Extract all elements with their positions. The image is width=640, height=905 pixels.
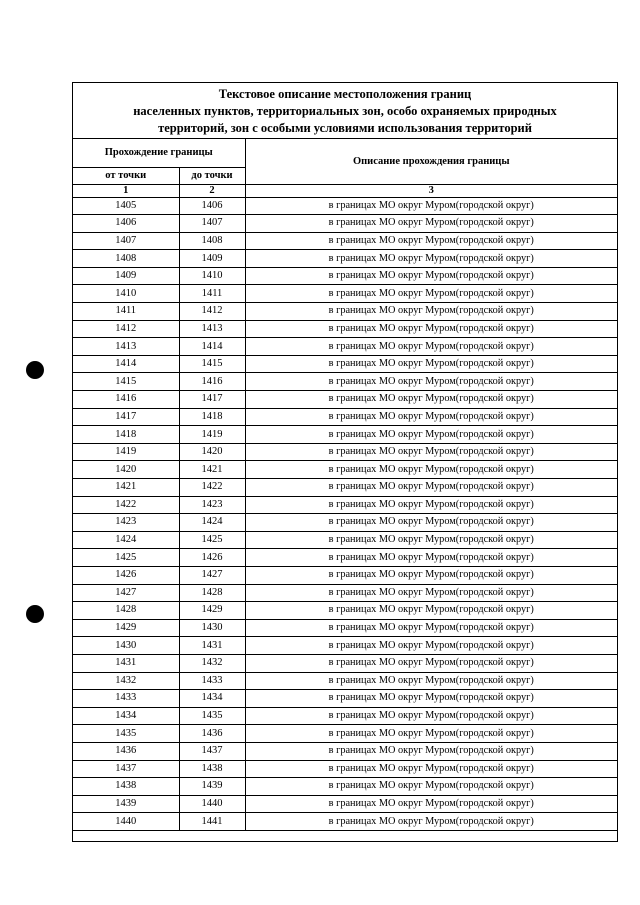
cell-description: в границах МО округ Муром(городской округ) bbox=[245, 408, 617, 426]
cell-description: в границах МО округ Муром(городской округ) bbox=[245, 778, 617, 796]
table-row bbox=[73, 443, 617, 461]
cell-from: 1433 bbox=[73, 690, 179, 708]
cell-from: 1416 bbox=[73, 391, 179, 409]
header-description: Описание прохождения границы bbox=[245, 139, 617, 184]
cell-description: в границах МО округ Муром(городской округ) bbox=[245, 619, 617, 637]
cell-to: 1415 bbox=[179, 355, 245, 373]
cell-to: 1421 bbox=[179, 461, 245, 479]
cell-from: 1420 bbox=[73, 461, 179, 479]
cell-to: 1411 bbox=[179, 285, 245, 303]
cell-from: 1434 bbox=[73, 707, 179, 725]
cell-to: 1427 bbox=[179, 566, 245, 584]
cell-to: 1417 bbox=[179, 391, 245, 409]
cell-description: в границах МО округ Муром(городской округ) bbox=[245, 267, 617, 285]
table-row bbox=[73, 285, 617, 303]
cell-to: 1408 bbox=[179, 232, 245, 250]
cell-to: 1431 bbox=[179, 637, 245, 655]
cell-description: в границах МО округ Муром(городской округ) bbox=[245, 514, 617, 532]
table-row bbox=[73, 391, 617, 409]
table-row bbox=[73, 795, 617, 813]
cell-from: 1436 bbox=[73, 742, 179, 760]
cell-description: в границах МО округ Муром(городской округ) bbox=[245, 496, 617, 514]
cell-from: 1432 bbox=[73, 672, 179, 690]
title-line-1: Текстовое описание местоположения границ bbox=[218, 87, 472, 101]
cell-to: 1432 bbox=[179, 654, 245, 672]
cell-description: в границах МО округ Муром(городской округ) bbox=[245, 250, 617, 268]
cell-to: 1410 bbox=[179, 267, 245, 285]
header-col-1: 1 bbox=[73, 184, 179, 197]
table-body bbox=[73, 197, 617, 830]
cell-to: 1412 bbox=[179, 303, 245, 321]
cell-description: в границах МО округ Муром(городской округ) bbox=[245, 637, 617, 655]
cell-to: 1413 bbox=[179, 320, 245, 338]
cell-to: 1441 bbox=[179, 813, 245, 831]
table-row bbox=[73, 250, 617, 268]
header-to: до точки bbox=[179, 167, 245, 184]
cell-to: 1428 bbox=[179, 584, 245, 602]
cell-description: в границах МО округ Муром(городской округ) bbox=[245, 426, 617, 444]
cell-to: 1437 bbox=[179, 742, 245, 760]
cell-description: в границах МО округ Муром(городской округ) bbox=[245, 285, 617, 303]
cell-to: 1425 bbox=[179, 531, 245, 549]
cell-from: 1425 bbox=[73, 549, 179, 567]
table-row bbox=[73, 637, 617, 655]
cell-to: 1433 bbox=[179, 672, 245, 690]
cell-from: 1438 bbox=[73, 778, 179, 796]
cell-description: в границах МО округ Муром(городской округ) bbox=[245, 303, 617, 321]
header-passage: Прохождение границы bbox=[73, 139, 245, 167]
table-row bbox=[73, 232, 617, 250]
cell-from: 1422 bbox=[73, 496, 179, 514]
table-row bbox=[73, 778, 617, 796]
cell-from: 1411 bbox=[73, 303, 179, 321]
cell-from: 1406 bbox=[73, 215, 179, 233]
cell-to: 1438 bbox=[179, 760, 245, 778]
table-row bbox=[73, 725, 617, 743]
cell-description: в границах МО округ Муром(городской округ) bbox=[245, 479, 617, 497]
cell-description: в границах МО округ Муром(городской округ) bbox=[245, 584, 617, 602]
cell-from: 1421 bbox=[73, 479, 179, 497]
cell-description: в границах МО округ Муром(городской округ) bbox=[245, 355, 617, 373]
title-line-2: населенных пунктов, территориальных зон, особо охраняемых природных bbox=[133, 104, 557, 118]
table-row bbox=[73, 654, 617, 672]
table-row bbox=[73, 566, 617, 584]
cell-from: 1417 bbox=[73, 408, 179, 426]
cell-to: 1419 bbox=[179, 426, 245, 444]
cell-from: 1427 bbox=[73, 584, 179, 602]
cell-to: 1418 bbox=[179, 408, 245, 426]
table-row bbox=[73, 531, 617, 549]
header-col-3: 3 bbox=[245, 184, 617, 197]
table-row bbox=[73, 672, 617, 690]
table-row bbox=[73, 215, 617, 233]
cell-from: 1440 bbox=[73, 813, 179, 831]
cell-from: 1414 bbox=[73, 355, 179, 373]
cell-description: в границах МО округ Муром(городской округ) bbox=[245, 373, 617, 391]
cell-description: в границах МО округ Муром(городской округ) bbox=[245, 320, 617, 338]
title-line-3: территорий, зон с особыми условиями использования территорий bbox=[158, 121, 532, 135]
table-row bbox=[73, 760, 617, 778]
cell-description: в границах МО округ Муром(городской округ) bbox=[245, 531, 617, 549]
table-row bbox=[73, 514, 617, 532]
cell-from: 1410 bbox=[73, 285, 179, 303]
cell-to: 1414 bbox=[179, 338, 245, 356]
table-row bbox=[73, 355, 617, 373]
cell-from: 1435 bbox=[73, 725, 179, 743]
cell-from: 1409 bbox=[73, 267, 179, 285]
cell-to: 1409 bbox=[179, 250, 245, 268]
cell-to: 1407 bbox=[179, 215, 245, 233]
table-row bbox=[73, 549, 617, 567]
cell-description: в границах МО округ Муром(городской округ) bbox=[245, 566, 617, 584]
cell-to: 1429 bbox=[179, 602, 245, 620]
boundary-table bbox=[73, 139, 617, 831]
table-row bbox=[73, 338, 617, 356]
cell-description: в границах МО округ Муром(городской округ) bbox=[245, 690, 617, 708]
table-row bbox=[73, 426, 617, 444]
cell-to: 1439 bbox=[179, 778, 245, 796]
cell-to: 1440 bbox=[179, 795, 245, 813]
cell-from: 1423 bbox=[73, 514, 179, 532]
cell-to: 1435 bbox=[179, 707, 245, 725]
table-row bbox=[73, 461, 617, 479]
table-row bbox=[73, 584, 617, 602]
cell-description: в границах МО округ Муром(городской округ) bbox=[245, 742, 617, 760]
cell-from: 1428 bbox=[73, 602, 179, 620]
table-row bbox=[73, 619, 617, 637]
cell-description: в границах МО округ Муром(городской округ) bbox=[245, 338, 617, 356]
table-row bbox=[73, 690, 617, 708]
cell-from: 1426 bbox=[73, 566, 179, 584]
cell-from: 1415 bbox=[73, 373, 179, 391]
cell-from: 1418 bbox=[73, 426, 179, 444]
cell-description: в границах МО округ Муром(городской округ) bbox=[245, 654, 617, 672]
cell-description: в границах МО округ Муром(городской округ) bbox=[245, 443, 617, 461]
cell-to: 1434 bbox=[179, 690, 245, 708]
table-row bbox=[73, 813, 617, 831]
cell-to: 1422 bbox=[179, 479, 245, 497]
cell-description: в границах МО округ Муром(городской округ) bbox=[245, 725, 617, 743]
table-row bbox=[73, 408, 617, 426]
cell-description: в границах МО округ Муром(городской округ) bbox=[245, 813, 617, 831]
cell-from: 1429 bbox=[73, 619, 179, 637]
document-frame bbox=[72, 82, 618, 842]
cell-description: в границах МО округ Муром(городской округ) bbox=[245, 232, 617, 250]
table-row bbox=[73, 707, 617, 725]
document-title bbox=[73, 83, 617, 139]
header-from: от точки bbox=[73, 167, 179, 184]
punch-hole-bottom bbox=[26, 605, 44, 623]
table-row bbox=[73, 479, 617, 497]
cell-to: 1424 bbox=[179, 514, 245, 532]
cell-from: 1439 bbox=[73, 795, 179, 813]
punch-hole-top bbox=[26, 361, 44, 379]
cell-description: в границах МО округ Муром(городской округ) bbox=[245, 549, 617, 567]
cell-from: 1413 bbox=[73, 338, 179, 356]
cell-to: 1430 bbox=[179, 619, 245, 637]
cell-to: 1436 bbox=[179, 725, 245, 743]
cell-from: 1419 bbox=[73, 443, 179, 461]
cell-description: в границах МО округ Муром(городской округ) bbox=[245, 391, 617, 409]
cell-to: 1423 bbox=[179, 496, 245, 514]
cell-from: 1407 bbox=[73, 232, 179, 250]
cell-description: в границах МО округ Муром(городской округ) bbox=[245, 707, 617, 725]
cell-description: в границах МО округ Муром(городской округ) bbox=[245, 795, 617, 813]
cell-from: 1405 bbox=[73, 197, 179, 215]
table-row bbox=[73, 496, 617, 514]
cell-description: в границах МО округ Муром(городской округ) bbox=[245, 461, 617, 479]
cell-description: в границах МО округ Муром(городской округ) bbox=[245, 197, 617, 215]
table-row bbox=[73, 320, 617, 338]
cell-from: 1412 bbox=[73, 320, 179, 338]
table-row bbox=[73, 197, 617, 215]
table-row bbox=[73, 267, 617, 285]
cell-from: 1437 bbox=[73, 760, 179, 778]
cell-to: 1426 bbox=[179, 549, 245, 567]
table-row bbox=[73, 602, 617, 620]
table-row bbox=[73, 373, 617, 391]
cell-from: 1430 bbox=[73, 637, 179, 655]
cell-to: 1416 bbox=[179, 373, 245, 391]
cell-from: 1431 bbox=[73, 654, 179, 672]
cell-description: в границах МО округ Муром(городской округ) bbox=[245, 602, 617, 620]
cell-description: в границах МО округ Муром(городской округ) bbox=[245, 760, 617, 778]
cell-to: 1406 bbox=[179, 197, 245, 215]
cell-description: в границах МО округ Муром(городской округ) bbox=[245, 672, 617, 690]
cell-from: 1408 bbox=[73, 250, 179, 268]
cell-from: 1424 bbox=[73, 531, 179, 549]
table-row bbox=[73, 303, 617, 321]
header-col-2: 2 bbox=[179, 184, 245, 197]
cell-to: 1420 bbox=[179, 443, 245, 461]
cell-description: в границах МО округ Муром(городской округ) bbox=[245, 215, 617, 233]
table-row bbox=[73, 742, 617, 760]
